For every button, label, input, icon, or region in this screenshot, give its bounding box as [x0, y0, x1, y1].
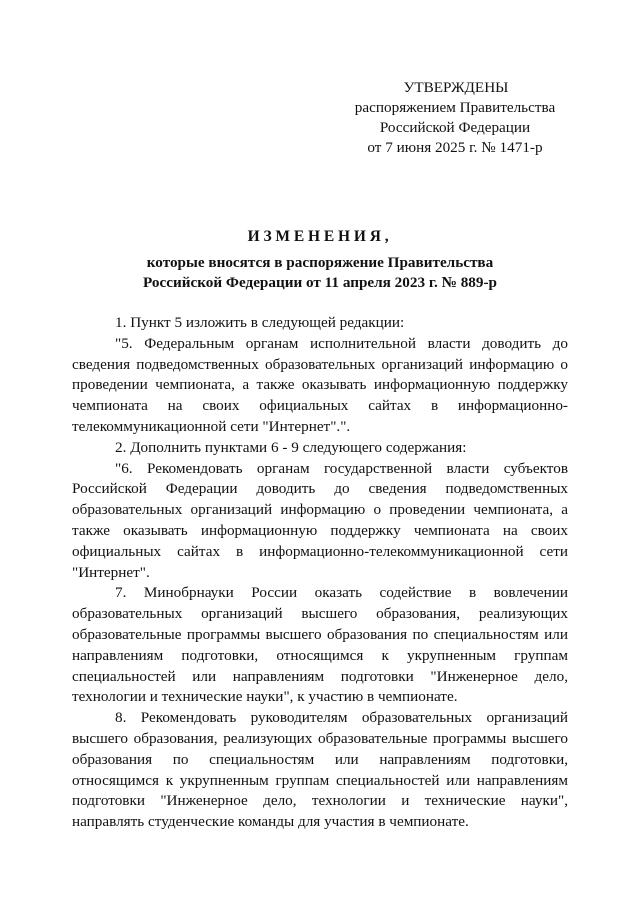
approval-title: УТВЕРЖДЕНЫ: [403, 79, 509, 96]
paragraph-2: 2. Дополнить пунктами 6 - 9 следующего содержания:: [115, 438, 467, 456]
paragraph-item-6: "6. Рекомендовать органам государственной власти субъектов Российской Федерации доводить до сведения подведомственных образовательных организаций информацию о проведении чемпионата, а также оказывать информационную поддержку чемпионата на своих официальных сайтах в информационно-телекоммуникационной сети "Интернет".: [72, 459, 568, 581]
heading-title: ИЗМЕНЕНИЯ,: [247, 228, 393, 245]
approval-line-date: от 7 июня 2025 г. № 1471-р: [367, 139, 543, 156]
document-body: [72, 313, 568, 833]
heading-subtitle-line-1: которые вносятся в распоряжение Правительства: [146, 254, 494, 271]
paragraph-1: 1. Пункт 5 изложить в следующей редакции:: [115, 314, 405, 331]
paragraph-item-8: 8. Рекомендовать руководителям образовательных организаций высшего образования, реализующих образовательные программы высшего образования по специальностям или направлениям подготовки, относящимся к укрупненным группам специальностей или направлениям подготовки "Инженерное дело, технологии и технические науки", направлять студенческие команды для участия в чемпионате.: [72, 709, 568, 831]
paragraph-item-7: 7. Минобрнауки России оказать содействие в вовлечении образовательных организаций высшего образования, реализующих образовательные программы высшего образования по специальностям или направлениям подготовки, относящимся к укрупненным группам специальностей или направлениям подготовки "Инженерное дело, технологии и технические науки", к участию в чемпионате.: [72, 584, 568, 706]
approval-stamp-block: [340, 78, 570, 158]
document-heading: [72, 226, 568, 293]
approval-line-order: распоряжением Правительства: [354, 99, 556, 116]
paragraph-item-5: "5. Федеральным органам исполнительной власти доводить до сведения подведомственных образовательных организаций информацию о проведении чемпионата, а также оказывать информационную поддержку чемпионата на своих официальных сайтах в информационно-телекоммуникационной сети "Интернет".".: [72, 334, 568, 435]
approval-line-government: Российской Федерации: [379, 119, 531, 136]
heading-subtitle-line-2: Российской Федерации от 11 апреля 2023 г. № 889-р: [143, 274, 497, 291]
